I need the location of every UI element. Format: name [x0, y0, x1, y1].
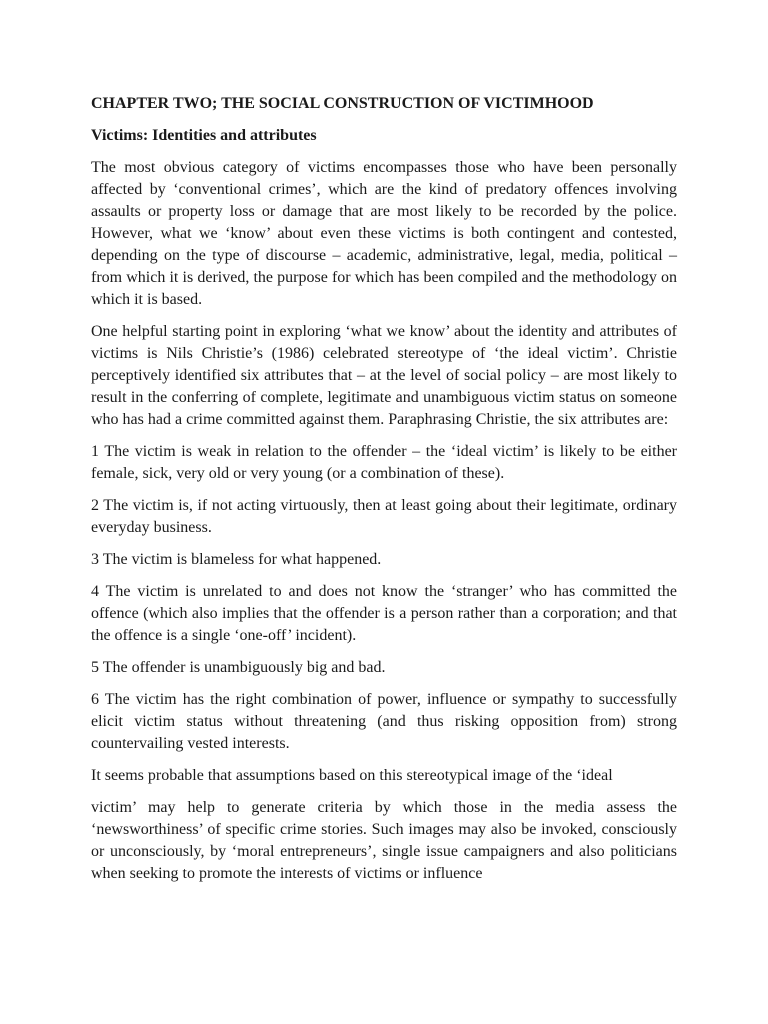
chapter-title: CHAPTER TWO; THE SOCIAL CONSTRUCTION OF VICTIMHOOD — [91, 95, 594, 112]
document-page — [91, 93, 677, 895]
paragraph-christie: One helpful starting point in exploring ‘what we know’ about the identity and attributes of victims is Nils Christie’s (1986) celebrated stereotype of ‘the ideal victim’. Christie perceptively identified six attributes that – at the level of social policy – are most likely to result in the conferring of complete, legitimate and unambiguous victim status on someone who has had a crime committed against them. Paraphrasing Christie, the six attributes are: — [91, 323, 677, 428]
attribute-item-5: 5 The offender is unambiguously big and bad. — [91, 659, 386, 676]
attribute-item-6: 6 The victim has the right combination of power, influence or sympathy to successfully elicit victim status without threatening (and thus risking opposition from) strong countervailing vested interests. — [91, 691, 677, 752]
attribute-item-1: 1 The victim is weak in relation to the offender – the ‘ideal victim’ is likely to be either female, sick, very old or very young (or a combination of these). — [91, 443, 677, 482]
paragraph-stereotype-start: It seems probable that assumptions based on this stereotypical image of the ‘ideal — [91, 767, 613, 784]
attribute-item-3: 3 The victim is blameless for what happened. — [91, 551, 382, 568]
section-heading: Victims: Identities and attributes — [91, 127, 317, 144]
paragraph-stereotype-continued: victim’ may help to generate criteria by which those in the media assess the ‘newsworthiness’ of specific crime stories. Such images may also be invoked, consciously or unconsciously, by ‘moral entrepreneurs’, single issue campaigners and also politicians when seeking to promote the interests of victims or influence — [91, 799, 677, 882]
attribute-item-2: 2 The victim is, if not acting virtuously, then at least going about their legitimate, ordinary everyday business. — [91, 497, 677, 536]
attribute-item-4: 4 The victim is unrelated to and does not know the ‘stranger’ who has committed the offence (which also implies that the offender is a person rather than a corporation; and that the offence is a single ‘one-off’ incident). — [91, 583, 677, 644]
paragraph-intro: The most obvious category of victims encompasses those who have been personally affected by ‘conventional crimes’, which are the kind of predatory offences involving assaults or property loss or damage that are most likely to be recorded by the police. However, what we ‘know’ about even these victims is both contingent and contested, depending on the type of discourse – academic, administrative, legal, media, political – from which it is derived, the purpose for which has been compiled and the methodology on which it is based. — [91, 159, 677, 308]
